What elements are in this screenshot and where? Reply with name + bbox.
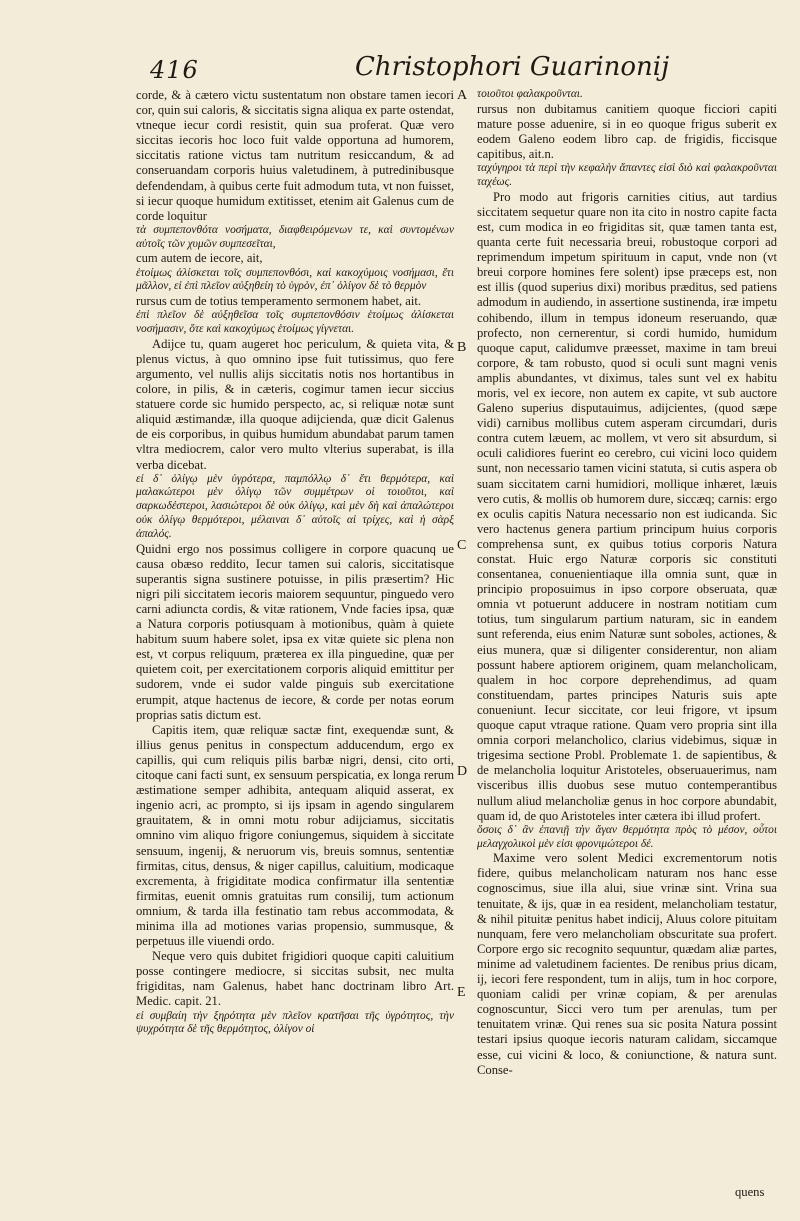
paragraph: Pro modo aut frigoris carnities citius, aut tardius siccitatem sequetur quare non ita cito in nostro capite facta est, cum modica in eo frigiditas sit, quæ tamen tanta est, quanta certe fuit necessaria breui, robustoque corpori ad reprimendum impetum spirituum in caput, vnde non (vt breui corpore homines fere solent) ipse præceps est, non est illis (quod superius dixi) moribus præditus, sed patiens admodum in audiendo, in assertione sustinenda, iræ impetu cohibendo, illum in tempus idoneum reseruando, quæ profecto, non cernerentur, si cordi humido, humidum quoque caput, calidumve præesset, maxime in tam breui corpore, & tam robusto, quod si oculi sunt magni venis amplis abundantes, vt diximus, tales sunt vel ex habitu moris, vel ex iecore, non autem ex capite, vt sub auctore Galeno superius disputauimus, adijcientes, (quod sæpe vidi) carnibus mollibus cutem asperam circumdari, duris contra cutem læuem, ac mollem, vt vero sit absurdum, si oculi calidiores fuerint eo cerebro, cui vicini loco quidem sunt, non necessario tamen vicini statuta, si cutis aspera ob suam siccitatem carni humidiori, mollique inhæret, læuis vero cutis, & mollis ob humorem dure, siccæq; carnis: ergo ex oculis capitis Natura necessario non est iudicanda. Sic vero hactenus genera partium principum huius corporis comprehensa sunt, ex quibus totius corporis Natura constat. Huic ergo Naturæ corporis sic constituti consentanea, conuenientiaque illa omnia sunt, quæ in principio proposuimus in ipso corpore obseruata, quæ omnia vt potuerunt adducere in nostram notitiam cum totius, tum singularum partium naturam, sic in eandem sunt referenda, eius enim Naturæ sunt soboles, actiones, & eius munera, quæ si diligenter considerentur, non aliam possunt habere aptiorem originem, quam melancholicam, qualem in hoc corpore deprehendimus, ad quam constituendam, partes principes Naturis suis apte conueniunt. Iecur siccitate, cor leui frigore, vt ipsum quoque caput vtraque ratione. Quam vero propria sint illa omnia corpori melancholico, clarius videbimus, siquæ in trigesima sectione Probl. Problemate 1. de sapientibus, & de melancholia loquitur Aristoteles, obseruauerimus, nam visceribus illis duobus sese mutuo contemperantibus nullum aliud melancholiæ genus in hoc corpore abundabit, quam id, de quo Aristoteles inter cætera ibi illud profert.	[477, 189, 777, 823]
paragraph: Adijce tu, quam augeret hoc periculum, & quieta vita, & plenus victus, à quo omnino ipse fuit tutissimus, quo fere argumento, vel nullis alijs siccitatis notis nos hortantibus in colore, in pilis, & in cæteris, cogimur tamen iecur siccius statuere corde sic humido perspecto, ac, si reliquæ notæ sunt aliquid æstimandæ, illa quoque adijcienda, quæ dicit Galenus de eis corporibus, in quibus humidum abundabat parum tamen vltra mediocrem, calor vero multo vlterius superabat, is illa verba dicebat.	[136, 336, 454, 472]
paragraph: τὰ συμπεπονθότα νοσήματα, διαφθειρόμενων τε, καὶ συντομένων αὐτοῖς τῶν χυμῶν συμπεσεῖται,	[136, 223, 454, 250]
margin-letter: C	[457, 538, 467, 553]
paragraph: ὅσοις δ᾽ ἂν ἐπανιῇ τὴν ἄγαν θερμότητα πρὸς τὸ μέσον, οὗτοι μελαγχολικοὶ μὲν εἰσι φρονιμώτεροι δέ.	[477, 823, 777, 850]
page-header	[120, 52, 680, 92]
paragraph: corde, & à cætero victu sustentatum non obstare tamen iecori cor, quin sui caloris, & siccitatis signa aliqua ex parte ostendat, vtneque iecur cordi resistit, quin sua proferat. Quæ vero siccitas iecoris hoc loco fuit valde opportuna ad humorem, siccitatis ratione victus tam nutritum resiccandum, & ad conseruandam corporis huius valetudinem, à putredinibusque defendendam, à quibus certe fuit admodum tuta, vt non fuisset, si iecur quoque humidum extitisset, etenim ait Galenus cum de corde loquitur	[136, 88, 454, 223]
page-number: 416	[150, 56, 199, 84]
paragraph: rursus non dubitamus canitiem quoque ficciori capiti mature posse aduenire, si in eo quoque frigus suberit ex eodem Galeno eodem libro cap. de frigidis, ficcisque capitibus, ait.n.	[477, 101, 777, 162]
paragraph: Maxime vero solent Medici excrementorum notis fidere, quibus melancholicam naturam nos hanc esse cognoscimus, siue illa alui, siue vrinæ sint. Vrina sua tenuitate, & ijs, quæ in ea resident, melancholiam testatur, & nihil pituitæ penitus habet indicij, Aluus colore pituitam nunquam, fere vero melancholiam obscuritate sua profert. Corpore ergo sic recognito sequuntur, quædam aliæ partes, minime ad valetudinem facientes. De renibus prius dicam, ij, iecori fere respondent, tum in alijs, tum in hoc corpore, quoniam calidi per vrinæ copiam, & per arenulas cognoscuntur, Sicci vero tum per arenulas, tum per tenuitatem vrinæ. Qui renes sua sic posita Natura possint testari ipsius quoque iecoris naturam calidam, siccamque esse, cui vicini & loco, & coniunctione, & natura sunt. Conse-	[477, 851, 777, 1077]
paragraph: Quidni ergo nos possimus colligere in corpore quacunq ue causa obæso reddito, Iecur tamen sui caloris, siccitatisque superantis signa sustinere potuisse, in pilis præsertim? Hic nigri pili siccitatem iecoris maiorem sequuntur, pinguedo vero carni adiuncta cordis, & vitæ rationem, Vnde facies ipsa, quæ a Natura corporis potiusquam à motionibus, quàm à quiete habitum suum habere solet, ipsa ex vitæ quiete sic plena non est, vt corpus reliquum, præterea ex illa pinguedine, quæ per quietem coit, per exercitationem corporis aliquid emittitur per sudorem, vnde ei sudor valde pinguis sub exercitatione erumpit, atque hactenus de iecore, & corde per notas eorum proprias satis dictum est.	[136, 541, 454, 722]
right-text-column	[477, 88, 777, 1208]
catchword: quens	[735, 1185, 765, 1199]
paragraph: ἑτοίμως ἁλίσκεται τοῖς συμπεπονθόσι, καὶ κακοχύμοις νοσήμασι, ἔτι μᾶλλον, εἰ ἐπὶ πλεῖον αὐξηθείη τὸ ὑγρὸν, ἐπ᾽ ὀλίγον δὲ τὸ θερμὸν	[136, 266, 454, 293]
running-title: Christophori Guarinonij	[355, 52, 670, 82]
paragraph: ἐπὶ πλεῖον δὲ αὐξηθεῖσα τοῖς συμπεπονθόσιν ἑτοίμως ἁλίσκεται νοσήμασιν, ὅτε καὶ κακοχύμως ἑτοίμως γίγνεται.	[136, 309, 454, 336]
paragraph: εἰ δ᾽ ὀλίγῳ μὲν ὑγρότερα, παμπόλλῳ δ᾽ ἔτι θερμότερα, καὶ μαλακώτεροι μὲν ὀλίγῳ τῶν συμμέτρων οἱ τοιοῦτοι, καὶ σαρκωδέστεροι, λασιώτεροι δὲ οὐκ ὀλίγῳ, καὶ μὲν δὴ καὶ ἀπαλώτεροι οὐκ ὀλίγῳ θερμότεροι, μέλαιναι δ᾽ αὐτοῖς αἱ τρίχες, καὶ ἡ σὰρξ ἁπαλός.	[136, 472, 454, 540]
left-text-column	[136, 88, 454, 1208]
margin-letter: D	[457, 764, 468, 779]
margin-letter: E	[457, 985, 466, 1000]
margin-letter: A	[457, 88, 468, 103]
paragraph: Neque vero quis dubitet frigidiori quoque capiti caluitium posse contingere mediocre, si siccitas subsit, nec multa frigiditas, nam Galenus, habet hanc doctrinam libro Art. Medic. capit. 21.	[136, 949, 454, 1009]
paragraph: rursus cum de totius temperamento sermonem habet, ait.	[136, 294, 422, 309]
paragraph: ταχύγηροι τὰ περὶ τὴν κεφαλὴν ἅπαντες εἰσὶ διὸ καὶ φαλακροῦνται ταχέως.	[477, 162, 777, 188]
paragraph: τοιοῦτοι φαλακροῦνται.	[477, 88, 583, 100]
paragraph: Capitis item, quæ reliquæ sactæ fint, exequendæ sunt, & illius genus penitus in conspectum adducendum, ergo ex capillis, qui cum reliquis pilis barbæ nigri, densi, cito orti, citoque cani facti sunt, ex sensuum perspicatia, ex longa rerum æstimatione semper adhibita, antequam aliquid asserat, ex ingenio acri, ac prompto, si ijs ipsam in agendo singularem grauitatem, & in omni motu robur adijciamus, siccitatis omnino vim aliquo frigore coniungemus, siquidem à siccitate sensuum, ingenij, & neruorum vis, breuis somnus, sententiæ firmitas, citus, densus, & niger capillus, caluitium, modicaque excrementa, à frigiditate modica confirmatur illa sententiæ firmitas, euenit omnis gratuitas rum consilij, tum actionum omnium, & tarda illa festinatio tam rebus accommodata, & minima illa ad motiones varias propensio, summusque, & perpetuus ille viuendi ordo.	[136, 722, 454, 949]
paragraph: εἰ συμβαίη τὴν ξηρότητα μὲν πλεῖον κρατῆσαι τῆς ὑγρότητος, τὴν ψυχρότητα δὲ τῆς θερμότητος, ὀλίγον οἱ	[136, 1009, 454, 1036]
paragraph: cum autem de iecore, ait,	[136, 251, 263, 266]
margin-letter: B	[457, 340, 467, 355]
